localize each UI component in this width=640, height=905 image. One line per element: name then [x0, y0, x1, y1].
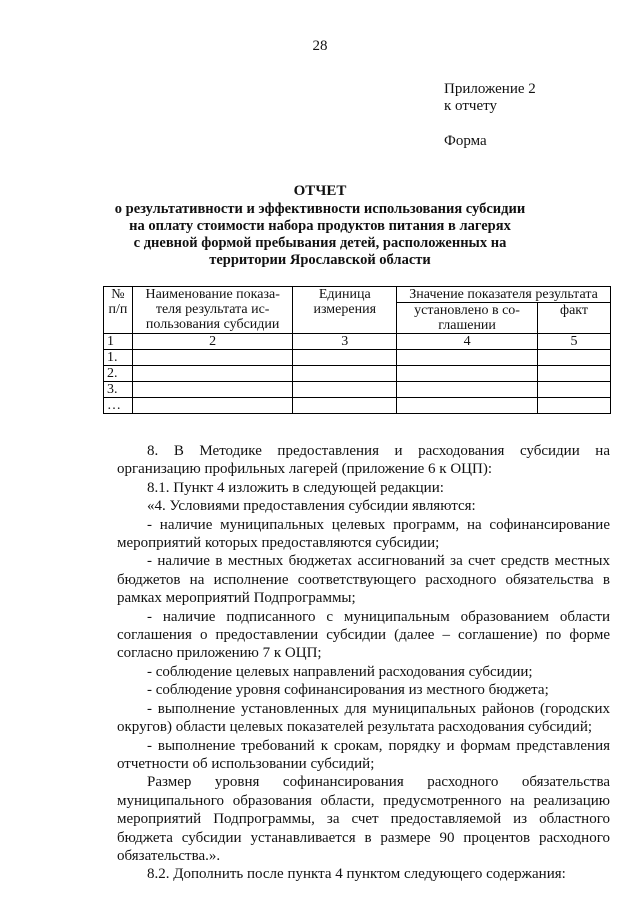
header-value: Значение показателя результата	[397, 287, 611, 303]
col-number: 1	[104, 334, 133, 350]
row-number: 1.	[104, 350, 133, 366]
table-cell	[538, 350, 611, 366]
paragraph: 8.2. Дополнить после пункта 4 пунктом следующего содержания:	[147, 866, 566, 883]
header-unit-line: измерения	[313, 302, 377, 317]
header-name	[132, 287, 292, 334]
report-title: ОТЧЕТ	[293, 183, 347, 199]
header-established	[397, 303, 538, 334]
table-cell	[293, 366, 397, 382]
paragraph: - наличие подписанного с муниципальным образованием области соглашения о предоставлении субсидии (далее – соглашение) по форме согласно приложению 7 к ОЦП;	[117, 608, 610, 662]
paragraph: - выполнение установленных для муниципальных районов (городских округов) области целевых показателей результата расходования субсидий;	[117, 700, 610, 736]
subtitle-line: о результативности и эффективности использования субсидии	[114, 201, 526, 217]
table-cell	[293, 350, 397, 366]
col-number: 4	[397, 334, 538, 350]
table-row	[104, 398, 611, 414]
header-name-line: пользования субсидии	[145, 317, 280, 332]
table-cell	[293, 382, 397, 398]
paragraph: - выполнение требований к срокам, порядку и формам представления отчетности об использовании субсидий;	[117, 737, 610, 772]
header-fact: факт	[538, 303, 611, 334]
table-column-numbers-row	[104, 334, 611, 350]
table-cell	[132, 350, 292, 366]
col-number: 3	[293, 334, 397, 350]
header-unit-line: Единица	[318, 287, 371, 302]
col-number: 5	[538, 334, 611, 350]
paragraph: 8. В Методике предоставления и расходования субсидии на организацию профильных лагерей (приложение 6 к ОЦП):	[117, 443, 610, 478]
table-cell	[397, 382, 538, 398]
header-established-line: глашении	[438, 318, 496, 333]
appendix-line-2: к отчету	[444, 98, 497, 114]
table-cell	[397, 350, 538, 366]
col-number: 2	[132, 334, 292, 350]
report-subtitle	[100, 201, 540, 269]
paragraph: - соблюдение целевых направлений расходования субсидии;	[147, 663, 533, 680]
table-row	[104, 382, 611, 398]
row-number: 2.	[104, 366, 133, 382]
page-number: 28	[312, 38, 328, 54]
header-unit	[293, 287, 397, 334]
form-label: Форма	[444, 133, 487, 149]
table-cell	[538, 398, 611, 414]
paragraph: 8.1. Пункт 4 изложить в следующей редакции:	[147, 479, 444, 496]
header-num	[104, 287, 133, 334]
header-num-line: п/п	[108, 302, 128, 317]
table-header-row	[104, 287, 611, 303]
header-name-line: Наименование показа-	[145, 287, 280, 302]
document-body	[117, 442, 610, 884]
paragraph: Размер уровня софинансирования расходного обязательства муниципального образования области, предусмотренного на реализацию мероприятий Подпрограммы, за счет предоставляемой из областного бюджета субсидии устанавливается в размере 90 процентов расходного обязательства.».	[117, 774, 610, 864]
paragraph: - соблюдение уровня софинансирования из местного бюджета;	[147, 682, 549, 699]
subtitle-line: с дневной формой пребывания детей, расположенных на	[133, 235, 507, 251]
table-cell	[538, 382, 611, 398]
table-cell	[132, 398, 292, 414]
subtitle-line: территории Ярославской области	[209, 252, 431, 268]
table-cell	[132, 366, 292, 382]
header-established-line: установлено в со-	[414, 303, 520, 318]
subtitle-line: на оплату стоимости набора продуктов питания в лагерях	[129, 218, 511, 234]
table-cell	[397, 398, 538, 414]
table-cell	[397, 366, 538, 382]
table-row	[104, 350, 611, 366]
table-row	[104, 366, 611, 382]
appendix-line-1: Приложение 2	[444, 81, 536, 97]
row-number: …	[104, 398, 133, 414]
table-cell	[132, 382, 292, 398]
paragraph: - наличие муниципальных целевых программ, на софинансирование мероприятий которых предоставляются субсидии;	[117, 516, 610, 552]
header-num-line: №	[111, 287, 125, 302]
table-cell	[293, 398, 397, 414]
paragraph: - наличие в местных бюджетах ассигнований за счет средств местных бюджетов на исполнение соответствующего расходного обязательства в рамках мероприятий Подпрограммы;	[117, 553, 610, 607]
paragraph: «4. Условиями предоставления субсидии являются:	[147, 498, 476, 515]
table-cell	[538, 366, 611, 382]
report-table	[103, 286, 611, 414]
appendix-label	[444, 81, 536, 115]
header-name-line: теля результата ис-	[155, 302, 270, 317]
row-number: 3.	[104, 382, 133, 398]
